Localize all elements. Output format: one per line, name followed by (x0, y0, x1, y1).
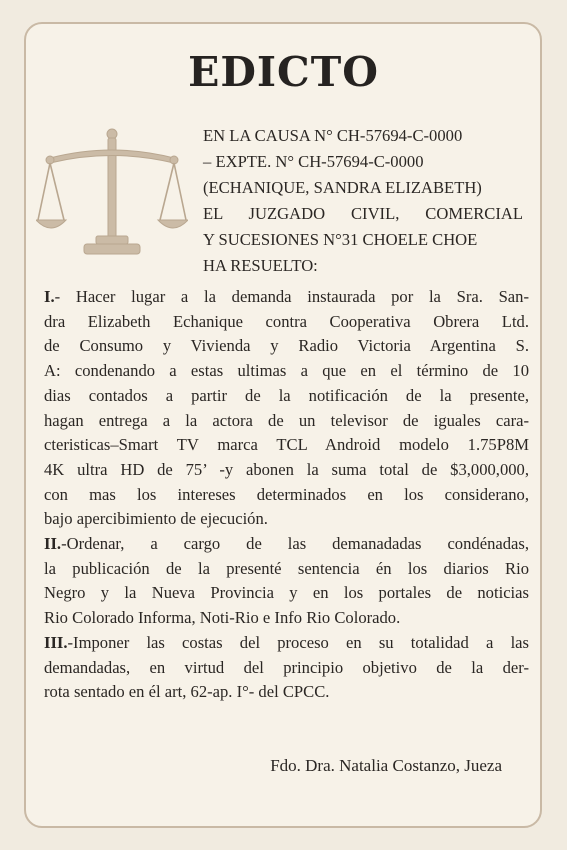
header-line: EL JUZGADO CIVIL, COMERCIAL (203, 204, 523, 223)
body-line: dra Elizabeth Echanique contra Cooperativa Obrera Ltd. (44, 311, 529, 331)
body-line: dias contados a partir de la notificación de la presente, (44, 385, 529, 405)
section-number: III. (44, 632, 68, 652)
body-line: rota sentado en él art, 62-ap. I°- del CPCC. (44, 682, 330, 702)
body-line: hagan entrega a la actora de un televisor de iguales cara- (44, 410, 529, 430)
body-line: II.-Ordenar, a cargo de las demanadadas condénadas, (44, 534, 529, 554)
body-line: 4K ultra HD de 75’ -y abonen la suma total de $3,000,000, (44, 459, 529, 479)
header-line: (ECHANIQUE, SANDRA ELIZABETH) (203, 178, 482, 197)
body-line: bajo apercibimiento de ejecución. (44, 509, 268, 529)
header-line: – EXPTE. N° CH-57694-C-0000 (203, 152, 424, 171)
judge-signature: Fdo. Dra. Natalia Costanzo, Jueza (270, 756, 502, 775)
body-line: con mas los intereses determinados en los considerano, (44, 484, 529, 504)
header-line: HA RESUELTO: (203, 256, 318, 275)
body-line: de Consumo y Vivienda y Radio Victoria Argentina S. (44, 336, 529, 356)
scales-of-justice-icon (36, 128, 188, 268)
body-line: I.- Hacer lugar a la demanda instaurada por la Sra. San- (44, 287, 529, 306)
case-header (203, 123, 523, 279)
section-number: II. (44, 534, 62, 554)
body-line: Negro y la Nueva Provincia y en los portales de noticias (44, 583, 529, 603)
body-line: A: condenando a estas ultimas a que en el término de 10 (44, 361, 529, 381)
page-title: EDICTO (188, 48, 379, 96)
edict-body (44, 285, 529, 705)
body-line: cteristicas–Smart TV marca TCL Android modelo 1.75P8M (44, 435, 529, 455)
section-number: I. (44, 287, 55, 306)
header-line: Y SUCESIONES N°31 CHOELE CHOE (203, 230, 478, 249)
header-line: EN LA CAUSA N° CH-57694-C-0000 (203, 126, 463, 145)
body-line: III.-Imponer las costas del proceso en su totalidad a las (44, 632, 529, 652)
body-line: Rio Colorado Informa, Noti-Rio e Info Rio Colorado. (44, 608, 401, 628)
body-line: demandadas, en virtud del principio objetivo de la der- (44, 657, 529, 677)
body-line: la publicación de la presenté sentencia én los diarios Rio (44, 558, 529, 578)
